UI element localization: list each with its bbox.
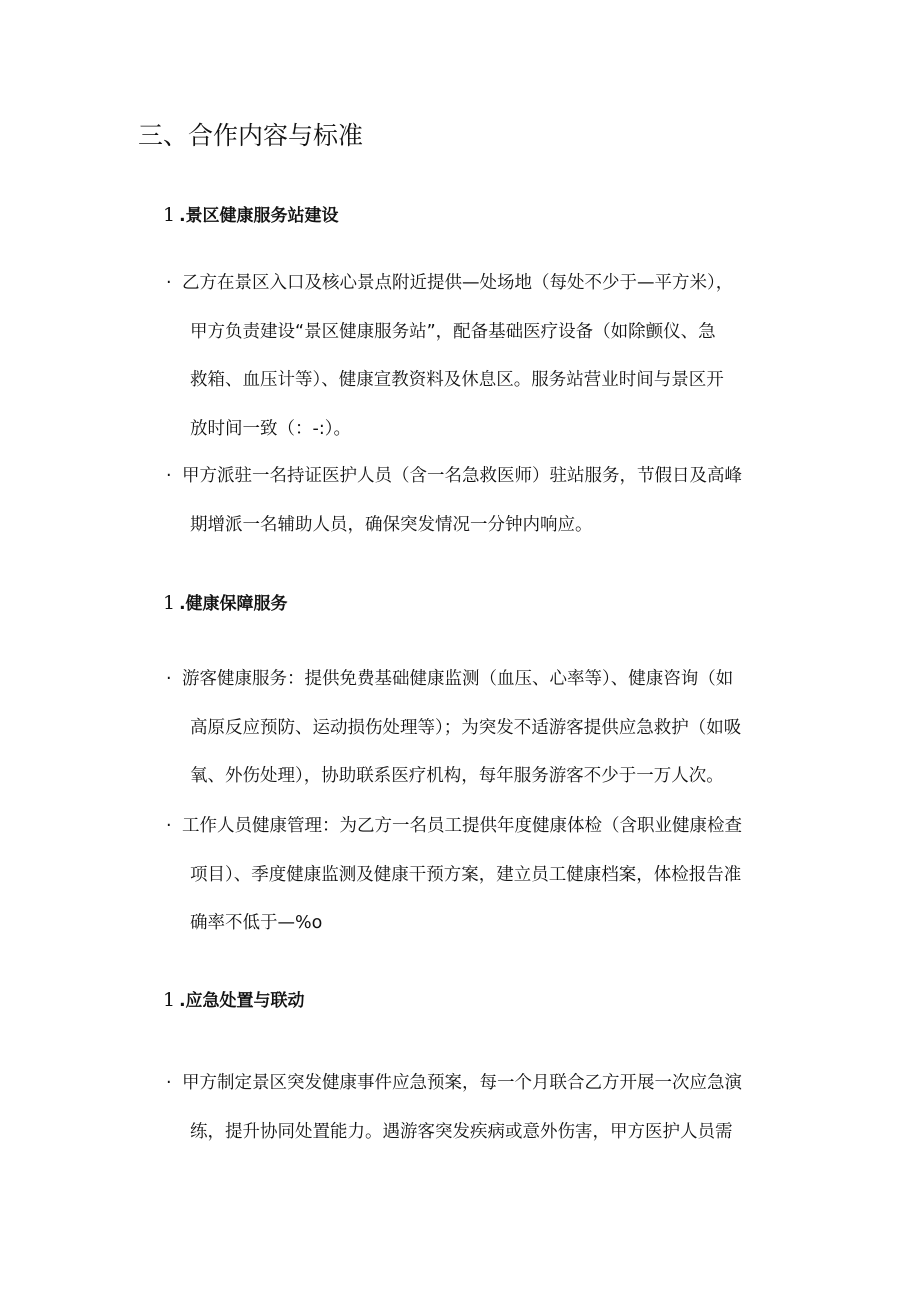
line-text: 乙方在景区入口及核心景点附近提供—处场地（每处不少于—平方米）， — [182, 273, 734, 293]
bullet-icon: · — [166, 816, 172, 836]
paragraph-line: 确率不低于—%o — [190, 913, 323, 933]
paragraph-line: 项目）、季度健康监测及健康干预方案，建立员工健康档案，体检报告准 — [190, 864, 742, 885]
paragraph-line: 高原反应预防、运动损伤处理等）；为突发不适游客提供应急救护（如吸 — [190, 717, 742, 738]
bullet-icon: · — [166, 466, 172, 486]
paragraph-line: 救箱、血压计等）、健康宣教资料及休息区。服务站营业时间与景区开 — [190, 370, 724, 390]
paragraph — [166, 1059, 786, 1156]
paragraph-line: 甲方负责建设“景区健康服务站”，配备基础医疗设备（如除颤仪、急 — [190, 321, 716, 342]
paragraph-line: 练，提升协同处置能力。遇游客突发疾病或意外伤害，甲方医护人员需 — [190, 1121, 733, 1142]
line-text: 甲方制定景区突发健康事件应急预案，每一个月联合乙方开展一次应急演 — [182, 1073, 742, 1093]
paragraph — [166, 259, 786, 453]
page-heading: 三、合作内容与标准 — [138, 121, 364, 150]
bullet-icon: · — [166, 669, 172, 689]
paragraph-line: 放时间一致（：-:）。 — [190, 418, 351, 439]
paragraph-line — [166, 259, 786, 308]
bullet-icon: · — [166, 1073, 172, 1093]
section-title-2 — [163, 588, 288, 619]
section-title-1 — [163, 200, 339, 231]
paragraph-line — [166, 655, 786, 704]
paragraph — [166, 655, 786, 801]
line-text: 工作人员健康管理：为乙方一名员工提供年度健康体检（含职业健康检查 — [182, 816, 742, 836]
section-number: 1 — [163, 989, 176, 1011]
paragraph-line — [166, 802, 786, 851]
section-title-text: .景区健康服务站建设 — [179, 206, 339, 226]
section-title-text: .应急处置与联动 — [179, 991, 305, 1011]
paragraph-line — [166, 452, 786, 501]
paragraph — [166, 802, 786, 948]
section-title-text: .健康保障服务 — [179, 594, 288, 614]
section-number: 1 — [163, 592, 176, 614]
paragraph-line — [166, 1059, 786, 1108]
paragraph-line: 期增派一名辅助人员，确保突发情况一分钟内响应。 — [190, 514, 593, 535]
bullet-icon: · — [166, 273, 172, 293]
line-text: 游客健康服务：提供免费基础健康监测（血压、心率等）、健康咨询（如 — [182, 669, 734, 689]
paragraph — [166, 452, 786, 549]
paragraph-line: 氧、外伤处理），协助联系医疗机构，每年服务游客不少于一万人次。 — [190, 766, 724, 786]
section-number: 1 — [163, 204, 176, 226]
line-text: 甲方派驻一名持证医护人员（含一名急救医师）驻站服务，节假日及高峰 — [182, 466, 742, 486]
section-title-3 — [163, 985, 305, 1016]
